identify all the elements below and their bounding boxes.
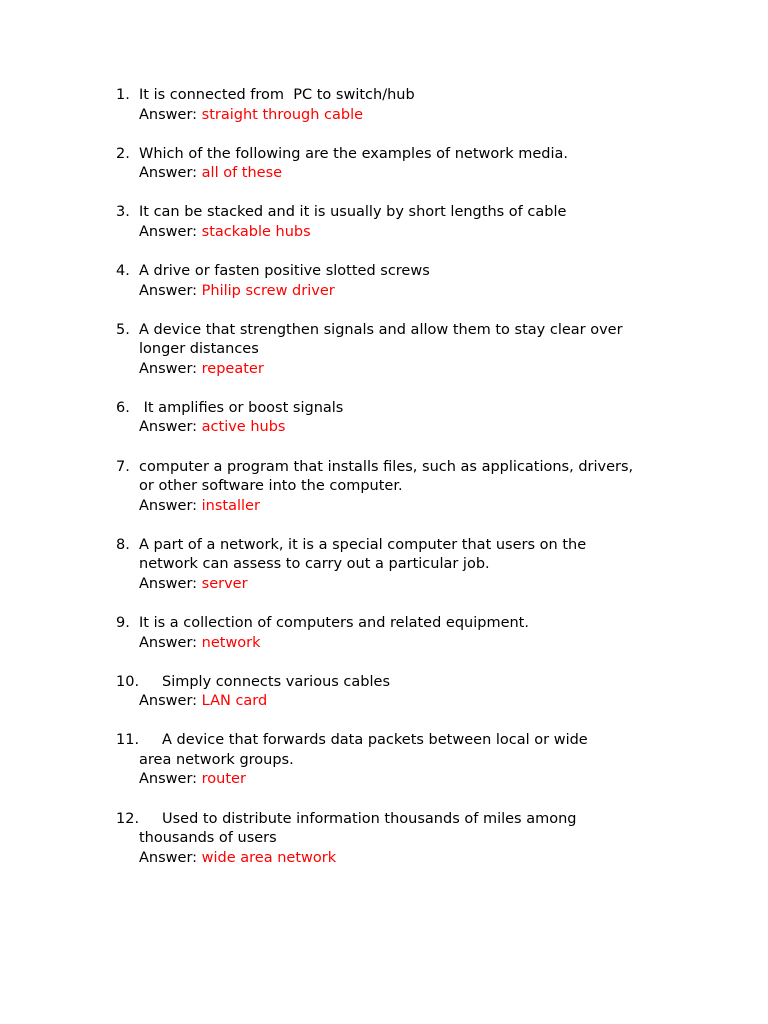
answer-value: server bbox=[201, 575, 248, 592]
question-text-line: longer distances bbox=[139, 341, 259, 358]
question-item bbox=[116, 810, 676, 869]
question-item bbox=[116, 731, 676, 790]
answer-line bbox=[139, 575, 676, 595]
answer-line bbox=[139, 106, 676, 126]
question-text-line: Which of the following are the examples of network media. bbox=[139, 145, 569, 162]
question-text-line: network can assess to carry out a particular job. bbox=[139, 556, 490, 573]
answer-value: network bbox=[201, 634, 261, 651]
answer-value: straight through cable bbox=[201, 106, 364, 123]
question-text-line: It is a collection of computers and related equipment. bbox=[139, 615, 529, 631]
question-number: 3. bbox=[116, 204, 130, 221]
answer-line bbox=[139, 692, 676, 712]
answer-value: router bbox=[201, 771, 246, 788]
question-number: 7. bbox=[116, 458, 130, 475]
question-number: 2. bbox=[116, 145, 130, 162]
question-item bbox=[116, 614, 676, 653]
question-text-line bbox=[139, 731, 676, 751]
question-number: 6. bbox=[116, 399, 130, 416]
question-list bbox=[116, 86, 676, 888]
question-text-line: area network groups. bbox=[139, 751, 294, 768]
question-text-line: A drive or fasten positive slotted screws bbox=[139, 263, 430, 280]
question-item bbox=[116, 321, 676, 380]
question-text: Simply connects various cables bbox=[162, 673, 390, 690]
question-text-line: It can be stacked and it is usually by short lengths of cable bbox=[139, 204, 567, 221]
question-text-line: or other software into the computer. bbox=[139, 478, 403, 495]
question-number: 8. bbox=[116, 536, 130, 553]
question-item bbox=[116, 262, 676, 301]
answer-label: Answer: bbox=[139, 419, 202, 436]
question-text: A device that forwards data packets between local or wide bbox=[162, 732, 588, 749]
answer-label: Answer: bbox=[139, 282, 202, 299]
question-item bbox=[116, 145, 676, 184]
question-text: Used to distribute information thousands of miles among bbox=[162, 810, 577, 827]
answer-line bbox=[139, 634, 676, 654]
answer-line bbox=[139, 418, 676, 438]
question-number: 12. bbox=[116, 810, 140, 827]
question-number: 9. bbox=[116, 615, 130, 631]
answer-label: Answer: bbox=[139, 693, 202, 710]
answer-line bbox=[139, 497, 676, 517]
answer-label: Answer: bbox=[139, 165, 202, 182]
question-number: 4. bbox=[116, 263, 130, 280]
question-text-line: A part of a network, it is a special computer that users on the bbox=[139, 536, 587, 553]
answer-label: Answer: bbox=[139, 223, 202, 240]
question-item bbox=[116, 458, 676, 517]
question-text-line: A device that strengthen signals and allow them to stay clear over bbox=[139, 321, 623, 338]
question-text-line: It is connected from PC to switch/hub bbox=[139, 87, 415, 103]
answer-value: Philip screw driver bbox=[201, 282, 335, 299]
question-item bbox=[116, 399, 676, 438]
answer-value: all of these bbox=[201, 165, 283, 182]
question-text-line: computer a program that installs files, such as applications, drivers, bbox=[139, 458, 634, 475]
answer-label: Answer: bbox=[139, 575, 202, 592]
answer-line bbox=[139, 282, 676, 302]
question-number: 5. bbox=[116, 321, 130, 338]
question-item bbox=[116, 86, 676, 125]
answer-line bbox=[139, 360, 676, 380]
answer-line bbox=[139, 164, 676, 184]
answer-value: wide area network bbox=[201, 849, 337, 866]
answer-label: Answer: bbox=[139, 497, 202, 514]
answer-line bbox=[139, 223, 676, 243]
question-item bbox=[116, 203, 676, 242]
question-text-line bbox=[139, 673, 676, 693]
question-item bbox=[116, 673, 676, 712]
question-number: 1. bbox=[116, 87, 130, 103]
answer-value: stackable hubs bbox=[201, 223, 311, 240]
answer-value: installer bbox=[201, 497, 260, 514]
answer-line bbox=[139, 770, 676, 790]
question-text-line: thousands of users bbox=[139, 830, 277, 847]
answer-value: active hubs bbox=[201, 419, 286, 436]
question-text-line bbox=[139, 810, 676, 830]
question-number: 10. bbox=[116, 673, 140, 690]
question-text-line: It amplifies or boost signals bbox=[139, 399, 344, 416]
answer-value: repeater bbox=[201, 360, 264, 377]
answer-label: Answer: bbox=[139, 106, 202, 123]
answer-label: Answer: bbox=[139, 771, 202, 788]
question-item bbox=[116, 536, 676, 595]
answer-line bbox=[139, 849, 676, 869]
answer-label: Answer: bbox=[139, 360, 202, 377]
answer-label: Answer: bbox=[139, 634, 202, 651]
answer-label: Answer: bbox=[139, 849, 202, 866]
answer-value: LAN card bbox=[201, 693, 268, 710]
question-number: 11. bbox=[116, 732, 140, 749]
